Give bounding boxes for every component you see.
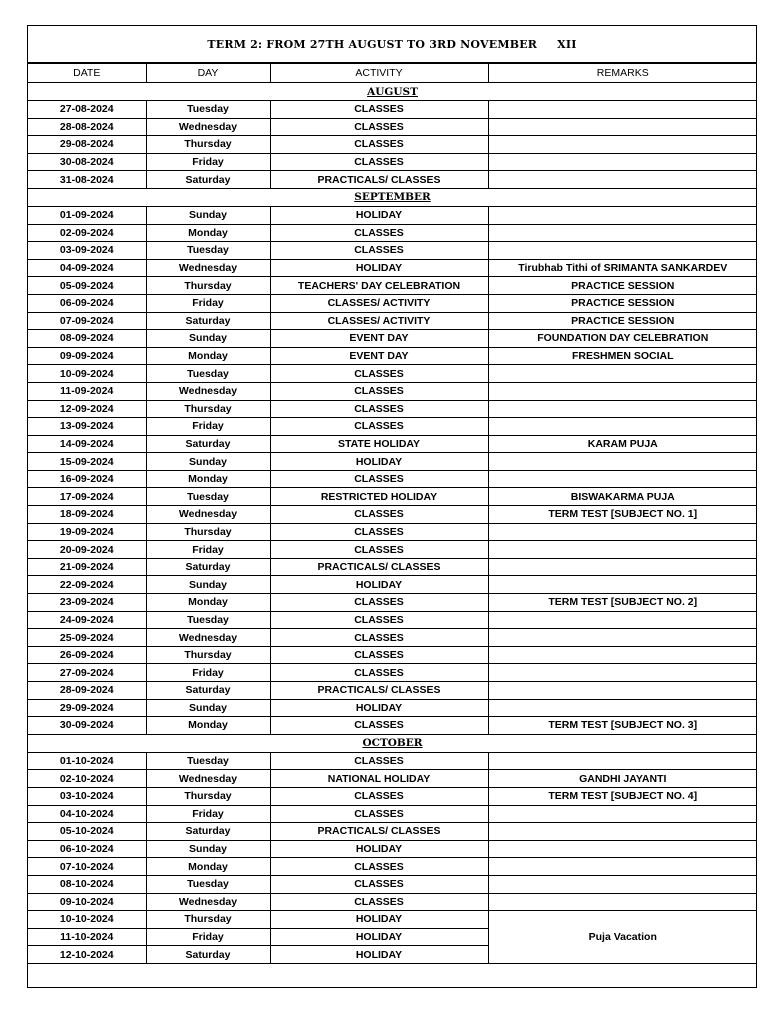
- activity-cell: HOLIDAY: [270, 576, 488, 594]
- day-cell: Tuesday: [146, 101, 270, 119]
- remarks-cell: [488, 875, 757, 893]
- activity-cell: CLASSES: [270, 136, 488, 154]
- day-cell: Sunday: [146, 453, 270, 471]
- activity-cell: CLASSES: [270, 224, 488, 242]
- activity-cell: CLASSES/ ACTIVITY: [270, 312, 488, 330]
- activity-cell: HOLIDAY: [270, 206, 488, 224]
- activity-cell: HOLIDAY: [270, 928, 488, 946]
- month-row: [28, 188, 757, 206]
- day-cell: Sunday: [146, 576, 270, 594]
- month-row: [28, 83, 757, 101]
- date-cell: 07-09-2024: [28, 312, 146, 330]
- activity-cell: PRACTICALS/ CLASSES: [270, 171, 488, 189]
- table-row: [28, 629, 757, 647]
- date-cell: 15-09-2024: [28, 453, 146, 471]
- date-cell: 17-09-2024: [28, 488, 146, 506]
- activity-cell: EVENT DAY: [270, 347, 488, 365]
- day-cell: Sunday: [146, 206, 270, 224]
- day-cell: Saturday: [146, 435, 270, 453]
- day-cell: Sunday: [146, 840, 270, 858]
- date-cell: 06-09-2024: [28, 294, 146, 312]
- date-cell: 21-09-2024: [28, 558, 146, 576]
- activity-cell: CLASSES: [270, 506, 488, 524]
- date-cell: 03-09-2024: [28, 242, 146, 260]
- table-row: [28, 400, 757, 418]
- table-row: [28, 418, 757, 436]
- day-cell: Wednesday: [146, 259, 270, 277]
- day-cell: Monday: [146, 858, 270, 876]
- date-cell: 02-10-2024: [28, 770, 146, 788]
- activity-cell: RESTRICTED HOLIDAY: [270, 488, 488, 506]
- remarks-cell: TERM TEST [SUBJECT NO. 2]: [488, 594, 757, 612]
- activity-cell: CLASSES: [270, 541, 488, 559]
- remarks-cell: KARAM PUJA: [488, 435, 757, 453]
- date-cell: 23-09-2024: [28, 594, 146, 612]
- activity-cell: CLASSES: [270, 153, 488, 171]
- activity-cell: CLASSES: [270, 365, 488, 383]
- table-row: [28, 805, 757, 823]
- date-cell: 13-09-2024: [28, 418, 146, 436]
- table-row: [28, 242, 757, 260]
- activity-cell: STATE HOLIDAY: [270, 435, 488, 453]
- day-cell: Thursday: [146, 523, 270, 541]
- table-row: [28, 488, 757, 506]
- activity-cell: CLASSES/ ACTIVITY: [270, 294, 488, 312]
- date-cell: 05-09-2024: [28, 277, 146, 295]
- date-cell: 19-09-2024: [28, 523, 146, 541]
- table-row: [28, 752, 757, 770]
- day-cell: Tuesday: [146, 365, 270, 383]
- date-cell: 08-10-2024: [28, 875, 146, 893]
- remarks-cell: [488, 752, 757, 770]
- remarks-cell: [488, 682, 757, 700]
- table-row: [28, 312, 757, 330]
- date-cell: 27-08-2024: [28, 101, 146, 119]
- table-row: [28, 823, 757, 841]
- remarks-cell: [488, 805, 757, 823]
- day-cell: Tuesday: [146, 488, 270, 506]
- table-row: [28, 523, 757, 541]
- activity-cell: CLASSES: [270, 805, 488, 823]
- remarks-cell: [488, 382, 757, 400]
- remarks-cell: [488, 646, 757, 664]
- remarks-cell: TERM TEST [SUBJECT NO. 3]: [488, 717, 757, 735]
- class-label: XII: [557, 37, 577, 51]
- table-row: [28, 118, 757, 136]
- date-cell: 11-10-2024: [28, 928, 146, 946]
- date-cell: 24-09-2024: [28, 611, 146, 629]
- activity-cell: CLASSES: [270, 594, 488, 612]
- date-cell: 30-08-2024: [28, 153, 146, 171]
- activity-cell: CLASSES: [270, 523, 488, 541]
- activity-cell: CLASSES: [270, 101, 488, 119]
- table-row: [28, 594, 757, 612]
- remarks-cell: [488, 858, 757, 876]
- date-cell: 06-10-2024: [28, 840, 146, 858]
- table-row: [28, 365, 757, 383]
- table-row: [28, 558, 757, 576]
- table-row: [28, 101, 757, 119]
- activity-cell: HOLIDAY: [270, 840, 488, 858]
- remarks-cell: [488, 453, 757, 471]
- activity-cell: HOLIDAY: [270, 259, 488, 277]
- remarks-cell: FOUNDATION DAY CELEBRATION: [488, 330, 757, 348]
- date-cell: 09-10-2024: [28, 893, 146, 911]
- table-row: [28, 206, 757, 224]
- remarks-cell: [488, 118, 757, 136]
- day-cell: Wednesday: [146, 893, 270, 911]
- table-row: [28, 294, 757, 312]
- activity-cell: TEACHERS' DAY CELEBRATION: [270, 277, 488, 295]
- activity-cell: CLASSES: [270, 787, 488, 805]
- day-cell: Monday: [146, 470, 270, 488]
- date-cell: 04-09-2024: [28, 259, 146, 277]
- date-cell: 26-09-2024: [28, 646, 146, 664]
- date-cell: 16-09-2024: [28, 470, 146, 488]
- schedule-body: [28, 83, 757, 964]
- remarks-cell: [488, 611, 757, 629]
- remarks-cell: FRESHMEN SOCIAL: [488, 347, 757, 365]
- remarks-cell: [488, 470, 757, 488]
- header-day: DAY: [146, 64, 270, 83]
- month-heading: OCTOBER: [28, 734, 757, 752]
- day-cell: Thursday: [146, 646, 270, 664]
- day-cell: Tuesday: [146, 242, 270, 260]
- table-row: [28, 224, 757, 242]
- date-cell: 22-09-2024: [28, 576, 146, 594]
- date-cell: 20-09-2024: [28, 541, 146, 559]
- activity-cell: PRACTICALS/ CLASSES: [270, 558, 488, 576]
- table-row: [28, 453, 757, 471]
- table-row: [28, 506, 757, 524]
- remarks-cell: PRACTICE SESSION: [488, 277, 757, 295]
- month-row: [28, 734, 757, 752]
- day-cell: Friday: [146, 294, 270, 312]
- month-heading: SEPTEMBER: [28, 188, 757, 206]
- remarks-cell: [488, 840, 757, 858]
- header-remarks: REMARKS: [488, 64, 757, 83]
- remarks-cell: [488, 558, 757, 576]
- date-cell: 01-10-2024: [28, 752, 146, 770]
- day-cell: Saturday: [146, 558, 270, 576]
- day-cell: Thursday: [146, 787, 270, 805]
- activity-cell: CLASSES: [270, 611, 488, 629]
- remarks-cell: [488, 664, 757, 682]
- date-cell: 01-09-2024: [28, 206, 146, 224]
- activity-cell: CLASSES: [270, 400, 488, 418]
- remarks-cell: [488, 365, 757, 383]
- remarks-cell: [488, 171, 757, 189]
- table-row: [28, 541, 757, 559]
- day-cell: Saturday: [146, 946, 270, 964]
- date-cell: 09-09-2024: [28, 347, 146, 365]
- remarks-cell: [488, 224, 757, 242]
- remarks-cell: [488, 523, 757, 541]
- remarks-cell: [488, 823, 757, 841]
- term-title: TERM 2: FROM 27TH AUGUST TO 3RD NOVEMBER: [207, 37, 538, 51]
- table-row: [28, 646, 757, 664]
- table-row: [28, 153, 757, 171]
- activity-cell: HOLIDAY: [270, 453, 488, 471]
- remarks-cell: Tirubhab Tithi of SRIMANTA SANKARDEV: [488, 259, 757, 277]
- activity-cell: HOLIDAY: [270, 911, 488, 929]
- table-row: [28, 787, 757, 805]
- activity-cell: PRACTICALS/ CLASSES: [270, 682, 488, 700]
- table-row: [28, 875, 757, 893]
- remarks-cell: PRACTICE SESSION: [488, 312, 757, 330]
- date-cell: 29-09-2024: [28, 699, 146, 717]
- table-row: [28, 576, 757, 594]
- page-title: [28, 26, 756, 63]
- day-cell: Friday: [146, 418, 270, 436]
- activity-cell: CLASSES: [270, 664, 488, 682]
- remarks-cell: GANDHI JAYANTI: [488, 770, 757, 788]
- day-cell: Friday: [146, 805, 270, 823]
- date-cell: 12-10-2024: [28, 946, 146, 964]
- day-cell: Monday: [146, 224, 270, 242]
- table-row: [28, 682, 757, 700]
- header-activity: ACTIVITY: [270, 64, 488, 83]
- activity-cell: CLASSES: [270, 418, 488, 436]
- date-cell: 30-09-2024: [28, 717, 146, 735]
- remarks-cell: [488, 576, 757, 594]
- table-row: [28, 858, 757, 876]
- remarks-cell: [488, 153, 757, 171]
- activity-cell: CLASSES: [270, 646, 488, 664]
- remarks-cell: [488, 400, 757, 418]
- remarks-cell: [488, 101, 757, 119]
- remarks-cell: [488, 418, 757, 436]
- date-cell: 04-10-2024: [28, 805, 146, 823]
- activity-cell: CLASSES: [270, 118, 488, 136]
- date-cell: 25-09-2024: [28, 629, 146, 647]
- remarks-cell: [488, 541, 757, 559]
- activity-cell: CLASSES: [270, 470, 488, 488]
- table-row: [28, 911, 757, 929]
- date-cell: 14-09-2024: [28, 435, 146, 453]
- day-cell: Wednesday: [146, 506, 270, 524]
- table-row: [28, 611, 757, 629]
- day-cell: Thursday: [146, 136, 270, 154]
- remarks-cell: TERM TEST [SUBJECT NO. 4]: [488, 787, 757, 805]
- remarks-merged-cell: Puja Vacation: [488, 911, 757, 964]
- table-row: [28, 893, 757, 911]
- remarks-cell: TERM TEST [SUBJECT NO. 1]: [488, 506, 757, 524]
- day-cell: Sunday: [146, 699, 270, 717]
- remarks-cell: [488, 699, 757, 717]
- table-row: [28, 664, 757, 682]
- day-cell: Friday: [146, 153, 270, 171]
- date-cell: 10-09-2024: [28, 365, 146, 383]
- remarks-cell: [488, 136, 757, 154]
- table-row: [28, 136, 757, 154]
- date-cell: 28-09-2024: [28, 682, 146, 700]
- day-cell: Saturday: [146, 823, 270, 841]
- table-row: [28, 717, 757, 735]
- remarks-cell: [488, 629, 757, 647]
- day-cell: Monday: [146, 594, 270, 612]
- table-row: [28, 347, 757, 365]
- month-heading: AUGUST: [28, 83, 757, 101]
- date-cell: 08-09-2024: [28, 330, 146, 348]
- day-cell: Sunday: [146, 330, 270, 348]
- day-cell: Tuesday: [146, 611, 270, 629]
- remarks-cell: [488, 893, 757, 911]
- activity-cell: HOLIDAY: [270, 946, 488, 964]
- date-cell: 03-10-2024: [28, 787, 146, 805]
- table-row: [28, 277, 757, 295]
- day-cell: Tuesday: [146, 752, 270, 770]
- day-cell: Tuesday: [146, 875, 270, 893]
- activity-cell: CLASSES: [270, 858, 488, 876]
- table-row: [28, 171, 757, 189]
- date-cell: 31-08-2024: [28, 171, 146, 189]
- activity-cell: CLASSES: [270, 382, 488, 400]
- date-cell: 27-09-2024: [28, 664, 146, 682]
- table-row: [28, 470, 757, 488]
- day-cell: Saturday: [146, 312, 270, 330]
- date-cell: 07-10-2024: [28, 858, 146, 876]
- day-cell: Monday: [146, 717, 270, 735]
- activity-cell: PRACTICALS/ CLASSES: [270, 823, 488, 841]
- day-cell: Monday: [146, 347, 270, 365]
- date-cell: 11-09-2024: [28, 382, 146, 400]
- activity-cell: EVENT DAY: [270, 330, 488, 348]
- activity-cell: CLASSES: [270, 893, 488, 911]
- table-row: [28, 330, 757, 348]
- day-cell: Wednesday: [146, 382, 270, 400]
- date-cell: 29-08-2024: [28, 136, 146, 154]
- remarks-cell: BISWAKARMA PUJA: [488, 488, 757, 506]
- date-cell: 05-10-2024: [28, 823, 146, 841]
- day-cell: Wednesday: [146, 629, 270, 647]
- schedule-sheet: [27, 25, 757, 988]
- table-row: [28, 435, 757, 453]
- day-cell: Thursday: [146, 277, 270, 295]
- day-cell: Saturday: [146, 171, 270, 189]
- day-cell: Friday: [146, 541, 270, 559]
- day-cell: Saturday: [146, 682, 270, 700]
- date-cell: 10-10-2024: [28, 911, 146, 929]
- day-cell: Wednesday: [146, 118, 270, 136]
- activity-cell: HOLIDAY: [270, 699, 488, 717]
- table-row: [28, 699, 757, 717]
- activity-cell: CLASSES: [270, 875, 488, 893]
- day-cell: Friday: [146, 664, 270, 682]
- day-cell: Thursday: [146, 400, 270, 418]
- activity-cell: CLASSES: [270, 752, 488, 770]
- activity-cell: CLASSES: [270, 717, 488, 735]
- activity-cell: NATIONAL HOLIDAY: [270, 770, 488, 788]
- schedule-table: [28, 63, 757, 964]
- activity-cell: CLASSES: [270, 629, 488, 647]
- day-cell: Thursday: [146, 911, 270, 929]
- remarks-cell: PRACTICE SESSION: [488, 294, 757, 312]
- remarks-cell: [488, 206, 757, 224]
- date-cell: 28-08-2024: [28, 118, 146, 136]
- day-cell: Friday: [146, 928, 270, 946]
- activity-cell: CLASSES: [270, 242, 488, 260]
- date-cell: 02-09-2024: [28, 224, 146, 242]
- day-cell: Wednesday: [146, 770, 270, 788]
- header-row: [28, 64, 757, 83]
- table-row: [28, 840, 757, 858]
- header-date: DATE: [28, 64, 146, 83]
- date-cell: 18-09-2024: [28, 506, 146, 524]
- table-row: [28, 770, 757, 788]
- date-cell: 12-09-2024: [28, 400, 146, 418]
- remarks-cell: [488, 242, 757, 260]
- table-row: [28, 259, 757, 277]
- table-row: [28, 382, 757, 400]
